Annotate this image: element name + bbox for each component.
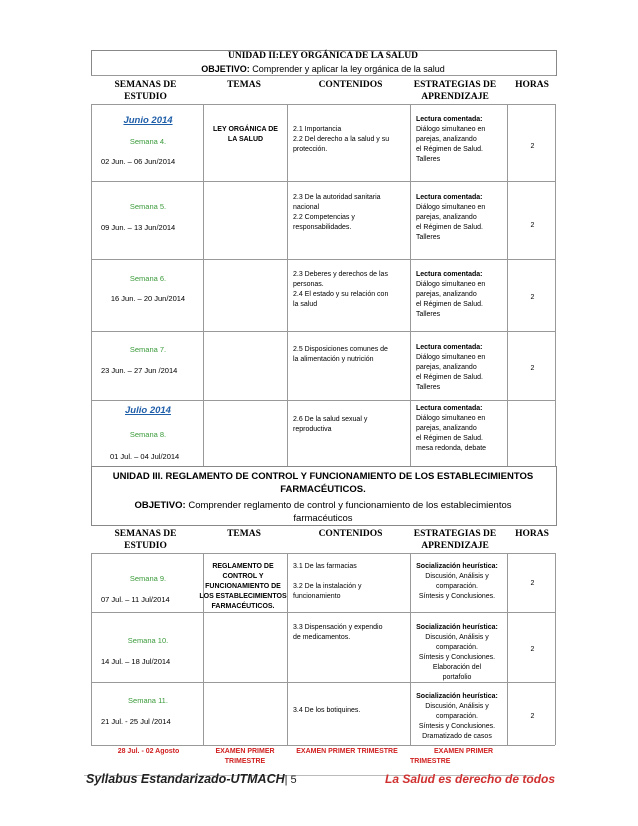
unit3-colhead-weeks: SEMANAS DE ESTUDIO xyxy=(114,529,177,551)
footer-title: Syllabus Estandarizado-UTMACH xyxy=(86,772,285,786)
week-dates: 14 Jul. – 18 Jul/2014 xyxy=(101,657,171,666)
footer-left xyxy=(86,772,297,786)
grid-line xyxy=(91,104,92,466)
grid-line xyxy=(91,553,92,745)
theme-cell: REGLAMENTO DE CONTROL Y FUNCIONAMIENTO DE LOS ESTABLECIMIENTOS FARMACÉUTICOS. xyxy=(199,563,287,610)
week-label: Semana 11. xyxy=(128,696,168,705)
grid-line xyxy=(91,553,555,554)
grid-line xyxy=(91,104,555,105)
week-dates: 07 Jul. – 11 Jul/2014 xyxy=(101,595,170,604)
strategy-cell: Lectura comentada: Diálogo simultaneo en parejas, analizando el Régimen de Salud. mesa redonda, debate xyxy=(416,405,487,452)
hours-cell: 2 xyxy=(530,143,535,150)
week-dates: 01 Jul. – 04 Jul/2014 xyxy=(110,452,180,461)
contents-cell: 2.3 De la autoridad sanitaria nacional 2.2 Competencias y responsabilidades. xyxy=(293,194,381,231)
hours-cell: 2 xyxy=(530,646,535,653)
strategy-cell: Socialización heurística: Discusión, Análisis y comparación. Síntesis y Conclusiones. Elaboración del portafolio xyxy=(416,624,498,681)
grid-line xyxy=(91,612,555,613)
contents-cell: 2.1 Importancia 2.2 Del derecho a la salud y su protección. xyxy=(293,126,390,153)
strategy-cell: Lectura comentada: Diálogo simultaneo en parejas, analizando el Régimen de Salud. Talleres xyxy=(416,194,486,241)
exam-contents: EXAMEN PRIMER TRIMESTRE xyxy=(296,748,398,755)
exam-dates: 28 Jul. - 02 Agosto xyxy=(117,748,180,755)
hours-cell: 2 xyxy=(530,713,535,720)
grid-line xyxy=(555,553,556,745)
week-label: Semana 8. xyxy=(129,430,167,439)
week-label: Semana 10. xyxy=(127,636,169,645)
grid-line xyxy=(287,104,288,466)
week-label: Semana 5. xyxy=(129,202,167,211)
theme-cell: LEY ORGÁNICA DE LA SALUD xyxy=(213,126,278,143)
strategy-cell: Socialización heurística: Discusión, Análisis y comparación. Síntesis y Conclusiones. Dramatizado de casos xyxy=(416,693,498,740)
footer-right: La Salud es derecho de todos xyxy=(385,772,556,786)
unit2-colhead-themes: TEMAS xyxy=(227,80,261,90)
strategy-cell: Lectura comentada: Diálogo simultaneo en parejas, analizando el Régimen de Salud. Talleres xyxy=(416,271,486,318)
contents-cell: 2.5 Disposiciones comunes de la alimentación y nutrición xyxy=(293,346,388,363)
contents-cell: 3.1 De las farmacias 3.2 De la instalación y funcionamiento xyxy=(293,563,362,600)
footer-page: | 5 xyxy=(284,774,297,786)
week-dates: 02 Jun. – 06 Jun/2014 xyxy=(101,157,176,166)
unit2-colhead-hours: HORAS xyxy=(515,80,549,90)
strategy-cell: Lectura comentada: Diálogo simultaneo en parejas, analizando el Régimen de Salud. Talleres xyxy=(416,116,486,163)
grid-line xyxy=(91,331,555,332)
grid-line xyxy=(203,104,204,466)
week-label: Semana 9. xyxy=(129,574,167,583)
unit2-colhead-contents: CONTENIDOS xyxy=(318,80,383,90)
unit2-title: UNIDAD II:LEY ORGÁNICA DE LA SALUD xyxy=(228,51,418,61)
exam-strategy: EXAMEN PRIMER TRIMESTRE xyxy=(410,748,494,765)
unit3-title: UNIDAD III. REGLAMENTO DE CONTROL Y FUNCIONAMIENTO DE LOS ESTABLECIMIENTOS FARMACÉUTICOS. xyxy=(112,471,534,495)
contents-cell: 2.3 Deberes y derechos de las personas. 2.4 El estado y su relación con la salud xyxy=(293,271,389,308)
hours-cell: 2 xyxy=(530,580,535,587)
grid-line xyxy=(410,104,411,466)
month-label: Junio 2014 xyxy=(123,115,173,126)
hours-cell: 2 xyxy=(530,365,535,372)
grid-line xyxy=(91,400,555,401)
week-label: Semana 6. xyxy=(129,274,167,283)
week-label: Semana 7. xyxy=(129,345,167,354)
contents-cell: 3.3 Dispensación y expendio de medicamentos. xyxy=(293,624,383,641)
week-dates: 16 Jun. – 20 Jun/2014 xyxy=(110,294,186,303)
grid-line xyxy=(91,745,555,746)
unit3-colhead-hours: HORAS xyxy=(515,529,549,539)
grid-line xyxy=(555,104,556,466)
grid-line xyxy=(91,181,555,182)
contents-cell: 2.6 De la salud sexual y reproductiva xyxy=(293,416,368,433)
week-dates: 23 Jun. – 27 Jun /2014 xyxy=(101,366,178,375)
unit2-objective-label: OBJETIVO: xyxy=(201,64,250,74)
hours-cell: 2 xyxy=(530,294,535,301)
unit3-colhead-themes: TEMAS xyxy=(227,529,261,539)
unit2-objective-text: Comprender y aplicar la ley orgánica de la salud xyxy=(249,64,445,74)
month-label: Julio 2014 xyxy=(125,405,171,416)
unit2-objective xyxy=(91,64,555,74)
week-dates: 21 Jul. - 25 Jul /2014 xyxy=(101,717,171,726)
unit2-colhead-strategies: ESTRATEGIAS DE APRENDIZAJE xyxy=(413,80,497,102)
strategy-cell: Lectura comentada: Diálogo simultaneo en parejas, analizando el Régimen de Salud. Talleres xyxy=(416,344,486,391)
exam-theme: EXAMEN PRIMER TRIMESTRE xyxy=(215,748,275,765)
unit2-colhead-top xyxy=(91,75,555,76)
unit3-objective: OBJETIVO: Comprender reglamento de control y funcionamiento de los establecimientos farmacéuticos xyxy=(134,500,512,524)
unit3-colhead-contents: CONTENIDOS xyxy=(318,529,383,539)
contents-cell: 3.4 De los botiquines. xyxy=(293,707,361,714)
unit2-colhead-weeks: SEMANAS DE ESTUDIO xyxy=(114,80,177,102)
hours-cell: 2 xyxy=(530,222,535,229)
grid-line xyxy=(91,259,555,260)
week-dates: 09 Jun. – 13 Jun/2014 xyxy=(101,223,176,232)
strategy-cell: Socialización heurística: Discusión, Análisis y comparación. Síntesis y Conclusiones. xyxy=(416,563,498,600)
unit3-colhead-strategies: ESTRATEGIAS DE APRENDIZAJE xyxy=(413,529,497,551)
week-label: Semana 4. xyxy=(129,137,167,146)
